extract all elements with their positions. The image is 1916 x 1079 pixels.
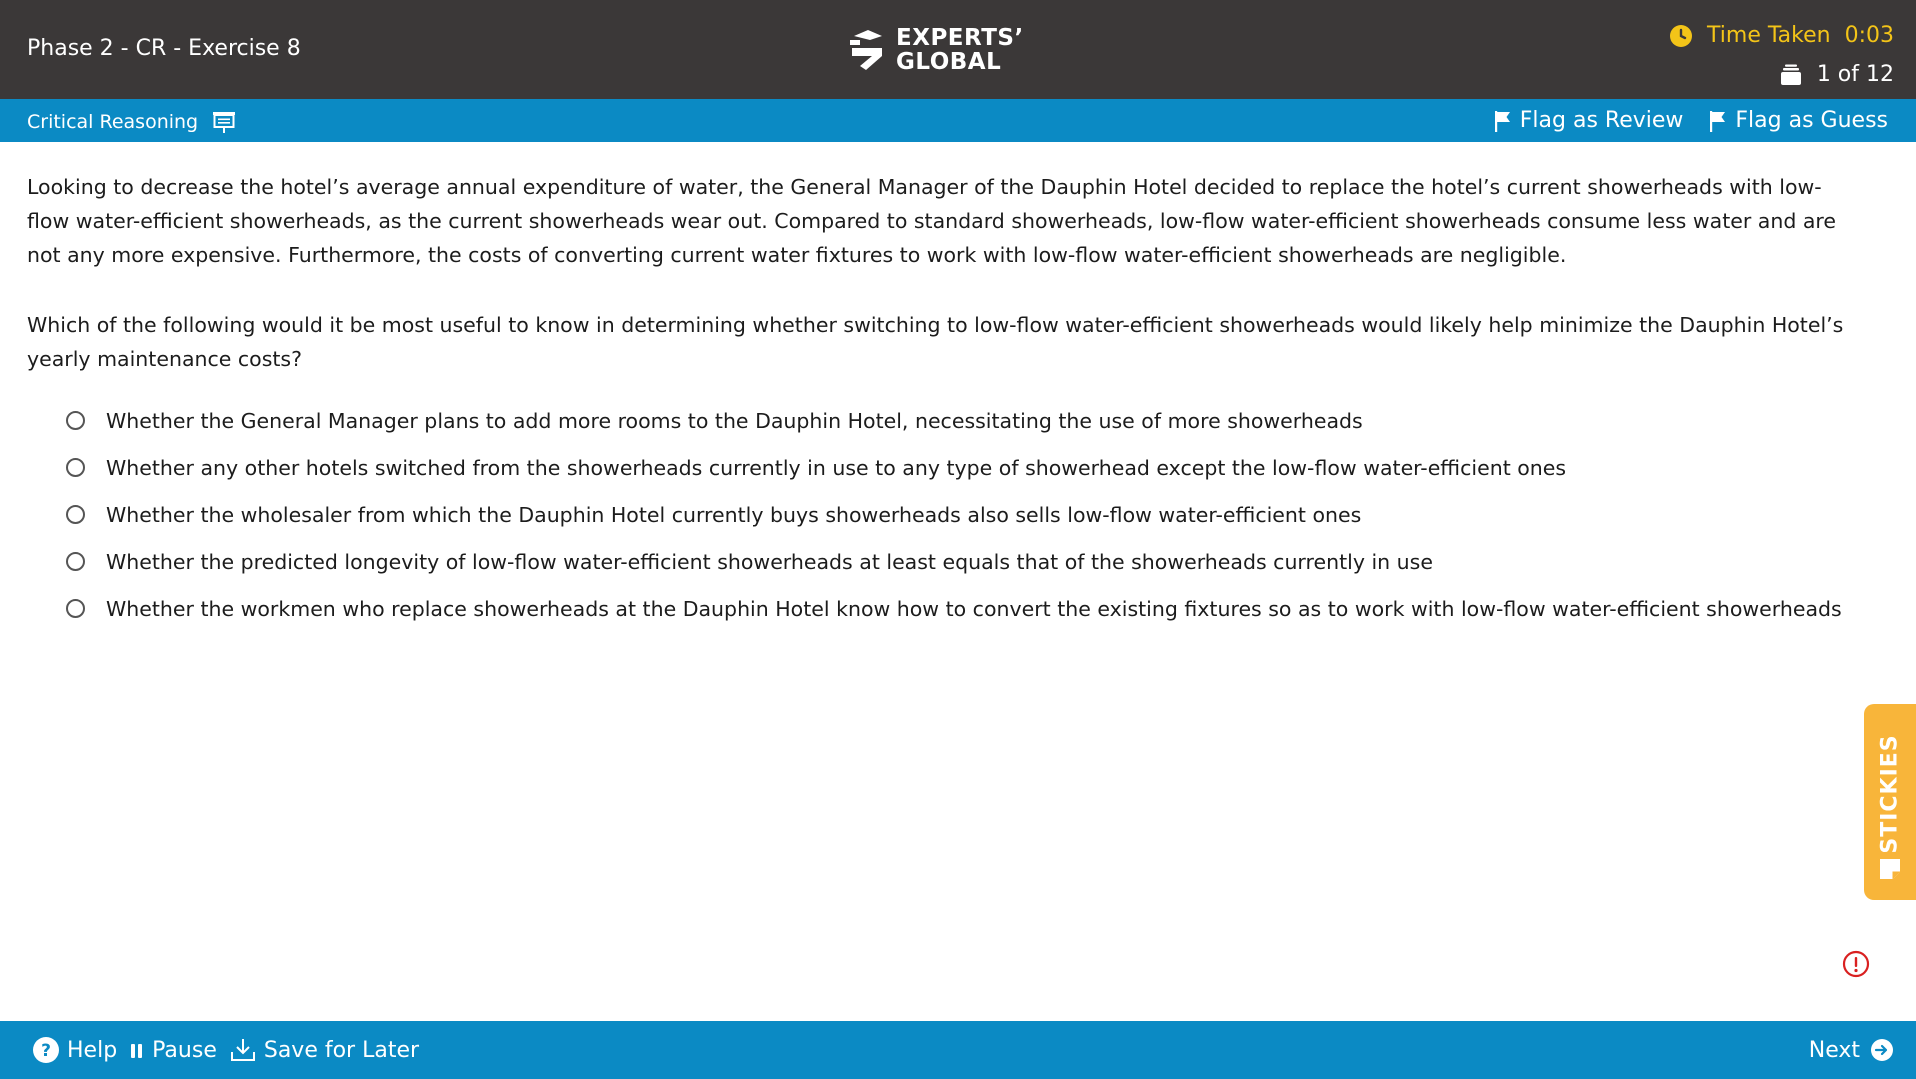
question-passage: Looking to decrease the hotel’s average annual expenditure of water, the General Manager of the Dauphin Hotel decided to replace the hotel’s current showerheads with low-flow water-efficient showerheads, as the current showerheads wear out. Compared to standard showerheads, low-flow water-efficient showerheads consume less water and are not any more expensive. Furthermore, the costs of converting current water fixtures to work with low-flow water-efficient showerheads are negligible. (27, 175, 1837, 267)
answer-options (66, 397, 1842, 632)
exam-title: Phase 2 - CR - Exercise 8 (27, 36, 301, 61)
answer-option-text: Whether the predicted longevity of low-flow water-efficient showerheads at least equals that of the showerheads currently in use (106, 549, 1433, 574)
logo-mark-icon (848, 26, 888, 74)
bottom-toolbar (0, 1021, 1916, 1079)
answer-option-text: Whether the wholesaler from which the Dauphin Hotel currently buys showerheads also sells low-flow water-efficient ones (106, 502, 1362, 527)
clock-icon (1669, 24, 1693, 48)
answer-option-text: Whether the workmen who replace showerheads at the Dauphin Hotel know how to convert the existing fixtures so as to work with low-flow water-efficient showerheads (106, 596, 1842, 621)
radio-button[interactable] (66, 411, 85, 430)
section-name-label: Critical Reasoning (27, 111, 199, 133)
flag-as-guess-label: Flag as Guess (1735, 108, 1888, 133)
pause-label: Pause (152, 1037, 217, 1063)
sticky-note-icon (1877, 856, 1903, 882)
question-stem: Which of the following would it be most useful to know in determining whether switching to low-flow water-efficient showerheads would likely help minimize the Dauphin Hotel’s yearly maintenance costs? (27, 313, 1844, 371)
radio-button[interactable] (66, 458, 85, 477)
answer-option-text: Whether any other hotels switched from the showerheads currently in use to any type of showerhead except the low-flow water-efficient ones (106, 455, 1567, 480)
help-icon (32, 1036, 60, 1064)
radio-button[interactable] (66, 599, 85, 618)
logo-text-line2: GLOBAL (896, 49, 1002, 75)
section-name (27, 110, 236, 134)
question-stack-icon (1779, 63, 1803, 87)
logo-text-line1: EXPERTS’ (896, 25, 1024, 51)
presentation-board-icon[interactable] (212, 110, 236, 134)
answer-option-d[interactable] (66, 538, 1842, 585)
stickies-label: STICKIES (1877, 734, 1903, 854)
svg-text:?: ? (41, 1041, 51, 1061)
flag-as-guess-button[interactable] (1709, 108, 1888, 133)
experts-global-logo (848, 26, 1024, 74)
flag-icon (1494, 110, 1512, 132)
stickies-tab[interactable] (1864, 704, 1916, 900)
top-header (0, 0, 1916, 99)
pause-button[interactable] (129, 1038, 217, 1063)
section-bar (0, 99, 1916, 142)
help-label: Help (67, 1037, 118, 1063)
flag-as-review-label: Flag as Review (1519, 108, 1684, 133)
answer-option-text: Whether the General Manager plans to add more rooms to the Dauphin Hotel, necessitating the use of more showerheads (106, 408, 1363, 433)
time-taken-label: Time Taken (1707, 23, 1831, 48)
flag-as-review-button[interactable] (1494, 108, 1684, 133)
flag-icon (1709, 110, 1727, 132)
download-icon (229, 1037, 257, 1063)
next-button[interactable] (1809, 1021, 1894, 1079)
answer-option-e[interactable] (66, 585, 1842, 632)
time-taken (1669, 23, 1894, 48)
save-for-later-label: Save for Later (263, 1037, 420, 1063)
pause-icon (129, 1041, 145, 1059)
report-error-icon[interactable] (1842, 950, 1870, 978)
question-counter (1779, 62, 1894, 87)
question-counter-text: 1 of 12 (1816, 62, 1894, 87)
arrow-right-circle-icon (1870, 1038, 1894, 1062)
answer-option-b[interactable] (66, 444, 1842, 491)
radio-button[interactable] (66, 505, 85, 524)
radio-button[interactable] (66, 552, 85, 571)
help-button[interactable] (32, 1036, 117, 1064)
answer-option-a[interactable] (66, 397, 1842, 444)
save-for-later-button[interactable] (229, 1037, 419, 1063)
answer-option-c[interactable] (66, 491, 1842, 538)
time-taken-value: 0:03 (1844, 23, 1894, 48)
next-label: Next (1808, 1037, 1860, 1063)
